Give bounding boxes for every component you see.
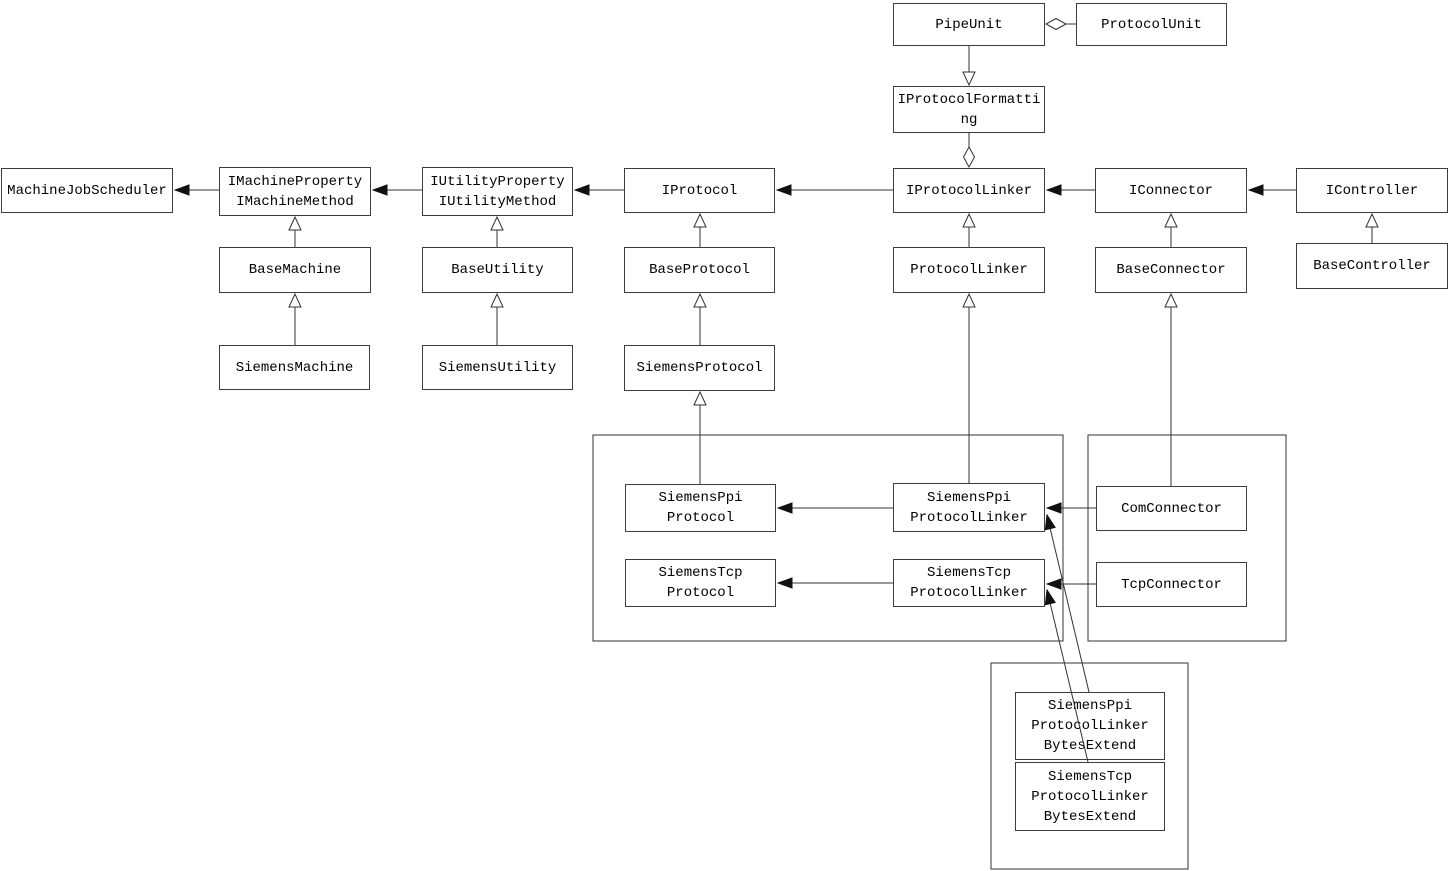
node-protocol-unit xyxy=(1076,3,1227,46)
node-siemens-tcp-protocol-linker-bytes-extend xyxy=(1015,762,1165,831)
label: ProtocolLinker xyxy=(910,585,1028,601)
label: Protocol xyxy=(666,585,735,601)
label: SiemensProtocol xyxy=(636,360,763,376)
node-iutility-property-iutility-method xyxy=(422,167,573,216)
label: IController xyxy=(1325,182,1419,199)
label: ProtocolLinker xyxy=(1031,788,1149,805)
label: IMachineMethod xyxy=(236,193,354,210)
label: IUtilityProperty xyxy=(430,173,565,190)
node-siemens-utility xyxy=(422,345,573,390)
node-siemens-ppi-protocol-linker-bytes-extend xyxy=(1015,692,1165,760)
label: IProtocol xyxy=(661,182,738,199)
node-com-connector xyxy=(1096,486,1247,531)
label: BaseProtocol xyxy=(649,262,750,278)
container-siemens-protocol-group xyxy=(593,435,1063,641)
node-iprotocol-formatting xyxy=(893,86,1045,133)
label: ng xyxy=(960,111,978,128)
label: BaseConnector xyxy=(1116,262,1226,278)
node-base-protocol xyxy=(624,247,775,293)
label: BaseController xyxy=(1313,258,1431,274)
node-iprotocol-linker xyxy=(893,168,1045,213)
node-imachine-property-imachine-method xyxy=(219,167,371,216)
label: ProtocolLinker xyxy=(910,262,1028,278)
label: SiemensPpi xyxy=(1047,698,1132,714)
label: BaseMachine xyxy=(248,262,342,278)
node-siemens-tcp-protocol xyxy=(625,559,776,607)
node-siemens-ppi-protocol xyxy=(625,484,776,532)
node-machine-job-scheduler xyxy=(1,168,173,213)
node-iprotocol xyxy=(624,168,775,213)
label: SiemensTcp xyxy=(658,565,743,581)
node-base-utility xyxy=(422,247,573,293)
node-siemens-ppi-protocol-linker xyxy=(893,483,1045,532)
node-base-connector xyxy=(1095,247,1247,293)
node-tcp-connector xyxy=(1096,562,1247,607)
label: IMachineProperty xyxy=(227,173,363,190)
label: IProtocolLinker xyxy=(905,182,1033,199)
node-base-controller xyxy=(1296,243,1448,289)
node-icontroller xyxy=(1296,168,1448,213)
label: IUtilityMethod xyxy=(438,193,557,210)
label: BytesExtend xyxy=(1043,808,1137,825)
label: SiemensPpi xyxy=(658,490,743,506)
label: ProtocolLinker xyxy=(1031,718,1149,734)
node-base-machine xyxy=(219,247,371,293)
label: IConnector xyxy=(1128,182,1213,199)
node-pipe-unit xyxy=(893,3,1045,46)
label: SiemensUtility xyxy=(438,359,557,376)
label: TcpConnector xyxy=(1121,576,1222,593)
node-protocol-linker xyxy=(893,247,1045,293)
node-siemens-protocol xyxy=(624,345,775,391)
label: PipeUnit xyxy=(935,16,1003,33)
label: SiemensTcp xyxy=(926,565,1011,581)
label: MachineJobScheduler xyxy=(7,182,167,199)
node-iconnector xyxy=(1095,168,1247,213)
label: Protocol xyxy=(666,510,735,526)
label: ProtocolLinker xyxy=(910,509,1028,526)
label: SiemensPpi xyxy=(926,489,1011,506)
label: SiemensMachine xyxy=(235,359,354,376)
label: ComConnector xyxy=(1121,500,1222,517)
edge-ppi-bytes-extend-to-ppi-linker xyxy=(1047,515,1089,692)
label: SiemensTcp xyxy=(1047,768,1132,785)
node-siemens-tcp-protocol-linker xyxy=(893,559,1045,607)
container-connector-group xyxy=(1088,435,1286,641)
node-siemens-machine xyxy=(219,345,370,390)
label: BaseUtility xyxy=(451,262,544,278)
label: IProtocolFormatti xyxy=(897,91,1041,108)
label: ProtocolUnit xyxy=(1101,16,1202,33)
label: BytesExtend xyxy=(1043,738,1137,754)
